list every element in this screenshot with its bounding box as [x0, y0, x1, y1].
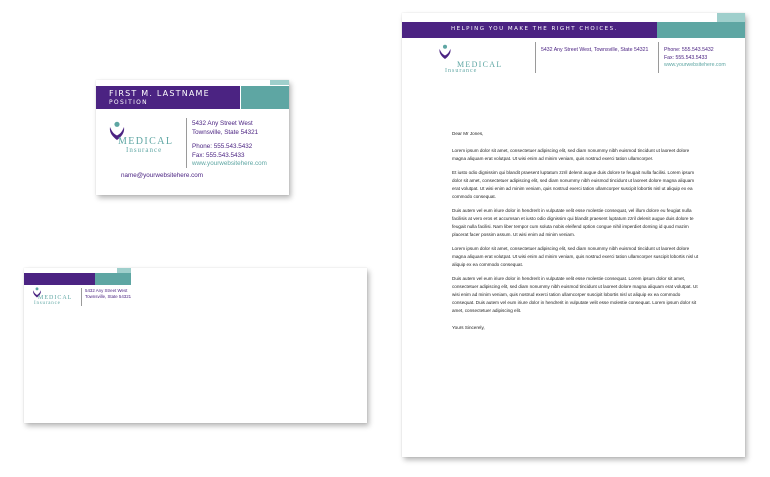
letterhead-logo-word1: MEDICAL [457, 60, 503, 69]
card-website: www.yourwebsitehere.com [192, 160, 267, 167]
card-accent-bar [241, 86, 289, 109]
letterhead-teal-bar [657, 22, 745, 38]
letter-closing: Yours Sincerely, [452, 325, 485, 331]
business-card [96, 80, 289, 195]
envelope-logo-word1: MEDICAL [38, 295, 73, 301]
letter-paragraph: Duis autem vel eum iriure dolor in hendrerit in vulputate velit esse molestie consequat. Lorem ipsum dolor sit amet, consectetuer adipiscing elit, sed diam nonummy nibh euismod tincidunt ut laoreet dolore magna aliquam erat volutpat. Ut wisi enim ad minim veniam, quis nostrud exerci tation ullamcorper suscipit lobortis nisl ut aliquip ex ea commodo consequat. Duis autem vel eum iriure dolor in hendrerit in vulputate velit esse molestie consequat. Lorem ipsum dolor sit amet, consectetuer adipiscing elit. [452, 275, 698, 313]
letterhead-divider-1 [535, 42, 536, 73]
envelope-teal-bar [95, 273, 131, 285]
letterhead-accent-tab [717, 13, 745, 22]
card-logo-word2: Insurance [126, 146, 163, 154]
letter-paragraph: Duis autem vel eum iriure dolor in hendrerit in vulputate velit esse molestie consequat, vel illum dolore eu feugiat nulla facilisis at vero eros et accumsan et iusto odio dignissim qui blandit praesent luptatum zzril delenit augue duis dolore te feugait nulla facilisi. Nam liber tempor cum soluta nobis eleifend option congue nihil imperdiet doming id quod mazim placerat facer possim assum. Ut wisi enim ad minim veniam. [452, 207, 694, 237]
envelope [24, 268, 367, 423]
letter-paragraph: Lorem ipsum dolor sit amet, consectetuer adipiscing elit, sed diam nonummy nibh euismod tincidunt ut laoreet dolore magna aliquam erat volutpat. Ut wisi enim ad minim veniam, quis nostrud exerci tation ullamcorper suscipit lobortis nisl ut aliquip ex ea commodo consequat. [452, 245, 699, 267]
letterhead-fax: Fax: 555.543.5433 [664, 54, 708, 61]
medical-logo-icon [438, 44, 452, 60]
card-accent-tab [270, 80, 289, 85]
envelope-address-line1: 5432 Any Street West [85, 288, 128, 293]
letterhead [402, 13, 745, 457]
card-fax: Fax: 555.543.5433 [192, 152, 245, 159]
card-email: name@yourwebsitehere.com [121, 172, 203, 179]
card-logo-word1: MEDICAL [118, 136, 174, 147]
envelope-address-line2: Townsville, State 54321 [85, 294, 132, 299]
letterhead-tagline: HELPING YOU MAKE THE RIGHT CHOICES. [451, 26, 618, 32]
card-address-line2: Townsville, State 54321 [192, 129, 259, 136]
letterhead-phone: Phone: 555.543.5432 [664, 47, 714, 53]
envelope-address [85, 288, 131, 300]
card-name: FIRST M. LASTNAME [109, 89, 210, 98]
letter-paragraph: Lorem ipsum dolor sit amet, consectetuer adipiscing elit, sed diam nonummy nibh euismod tincidunt ut laoreet dolore magna aliquam erat volutpat. Ut wisi enim ad minim veniam, quis nostrud exerci tation ullamcorper. [452, 147, 690, 161]
card-divider [186, 118, 187, 168]
letter-body [452, 130, 702, 339]
card-address [192, 119, 258, 137]
envelope-divider [81, 288, 82, 306]
card-phone: Phone: 555.543.5432 [192, 143, 253, 150]
letter-paragraph: Et iusto odio dignissim qui blandit praesent luptatum zzril delenit augue duis dolore te feugait nulla facilisi. Lorem ipsum dolor sit amet, consectetuer adipiscing elit, sed diam nonummy nibh euismod tincidunt ut laoreet dolore magna aliquam erat volutpat. Ut wisi enim ad minim veniam, quis nostrud exerci tation ullamcorper suscipit lobortis nisl ut aliquip ex ea commodo consequat. [452, 170, 695, 199]
card-contact [192, 142, 252, 160]
letter-salutation: Dear Mr Jones, [452, 131, 484, 136]
letterhead-contact [664, 47, 714, 62]
letterhead-logo-word2: Insurance [445, 68, 478, 74]
letterhead-website: www.yourwebsitehere.com [664, 62, 726, 68]
envelope-purple-bar [24, 273, 95, 285]
envelope-logo-word2: Insurance [34, 301, 61, 306]
card-address-line1: 5432 Any Street West [192, 120, 253, 127]
letterhead-divider-2 [658, 42, 659, 73]
card-position: POSITION [109, 99, 148, 106]
letterhead-address: 5432 Any Street West, Townsville, State 54321 [541, 47, 649, 53]
